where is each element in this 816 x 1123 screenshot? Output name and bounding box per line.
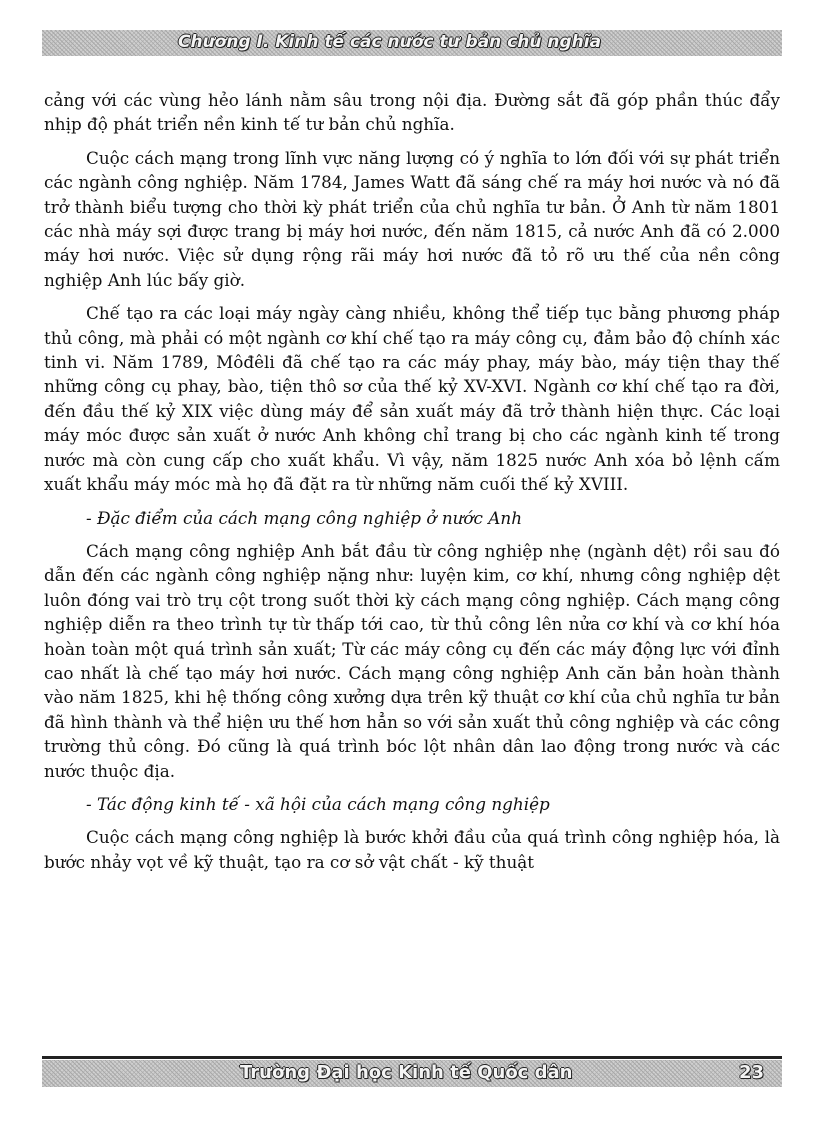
paragraph-5: Cuộc cách mạng công nghiệp là bước khởi đầu của quá trình công nghiệp hóa, là bước nhảy vọt về kỹ thuật, tạo ra cơ sở vật chất - kỹ thuật <box>44 827 780 872</box>
paragraph-4: Cách mạng công nghiệp Anh bắt đầu từ công nghiệp nhẹ (ngành dệt) rồi sau đó dẫn đến các ngành công nghiệp nặng như: luyện kim, cơ khí, nhưng công nghiệp dệt luôn đóng vai trò trụ cột trong suốt thời kỳ cách mạng công nghiệp. Cách mạng công nghiệp diễn ra theo trình tự từ thấp tới cao, từ thủ công lên nửa cơ khí và cơ khí hóa hoàn toàn một quá trình sản xuất; Từ các máy công cụ đến các máy động lực với đỉnh cao nhất là chế tạo máy hơi nước. Cách mạng công nghiệp Anh căn bản hoàn thành vào năm 1825, khi hệ thống công xưởng dựa trên kỹ thuật cơ khí của chủ nghĩa tư bản đã hình thành và thể hiện ưu thế hơn hẳn so với sản xuất thủ công nghiệp và các công trường thủ công. Đó cũng là quá trình bóc lột nhân dân lao động trong nước và các nước thuộc địa. <box>44 540 780 781</box>
chapter-header-band <box>42 30 782 56</box>
footer-band <box>42 1060 782 1087</box>
paragraph-2: Cuộc cách mạng trong lĩnh vực năng lượng có ý nghĩa to lớn đối với sự phát triển các ngành công nghiệp. Năm 1784, James Watt đã sáng chế ra máy hơi nước và nó đã trở thành biểu tượng cho thời kỳ phát triển của chủ nghĩa tư bản. Ở Anh từ năm 1801 các nhà máy sợi được trang bị máy hơi nước, đến năm 1815, cả nước Anh đã có 2.000 máy hơi nước. Việc sử dụng rộng rãi máy hơi nước đã tỏ rõ ưu thế của nền công nghiệp Anh lúc bấy giờ. <box>44 147 780 290</box>
page-body <box>44 88 780 874</box>
page-number: 23 <box>738 1062 764 1083</box>
section-heading-characteristics: - Đặc điểm của cách mạng công nghiệp ở nước Anh <box>86 507 523 528</box>
paragraph-1: cảng với các vùng hẻo lánh nằm sâu trong nội địa. Đường sắt đã góp phần thúc đẩy nhịp độ phát triển nền kinh tế tư bản chủ nghĩa. <box>44 90 780 135</box>
paragraph-3: Chế tạo ra các loại máy ngày càng nhiều, không thể tiếp tục bằng phương pháp thủ công, mà phải có một ngành cơ khí chế tạo ra máy công cụ, đảm bảo độ chính xác tinh vi. Năm 1789, Môđêli đã chế tạo ra các máy phay, máy bào, máy tiện thay thế những công cụ phay, bào, tiện thô sơ của thế kỷ XV-XVI. Ngành cơ khí chế tạo ra đời, đến đầu thế kỷ XIX việc dùng máy để sản xuất máy đã trở thành hiện thực. Các loại máy móc được sản xuất ở nước Anh không chỉ trang bị cho các ngành kinh tế trong nước mà còn cung cấp cho xuất khẩu. Vì vậy, năm 1825 nước Anh xóa bỏ lệnh cấm xuất khẩu máy móc mà họ đã đặt ra từ những năm cuối thế kỷ XVIII. <box>44 303 780 495</box>
footer-institution: Trường Đại học Kinh tế Quốc dân <box>240 1062 573 1083</box>
footer-rule <box>42 1056 782 1059</box>
chapter-title: Chương I. Kinh tế các nước tư bản chủ nghĩa <box>178 32 602 52</box>
section-heading-impact: - Tác động kinh tế - xã hội của cách mạng công nghiệp <box>86 793 550 814</box>
